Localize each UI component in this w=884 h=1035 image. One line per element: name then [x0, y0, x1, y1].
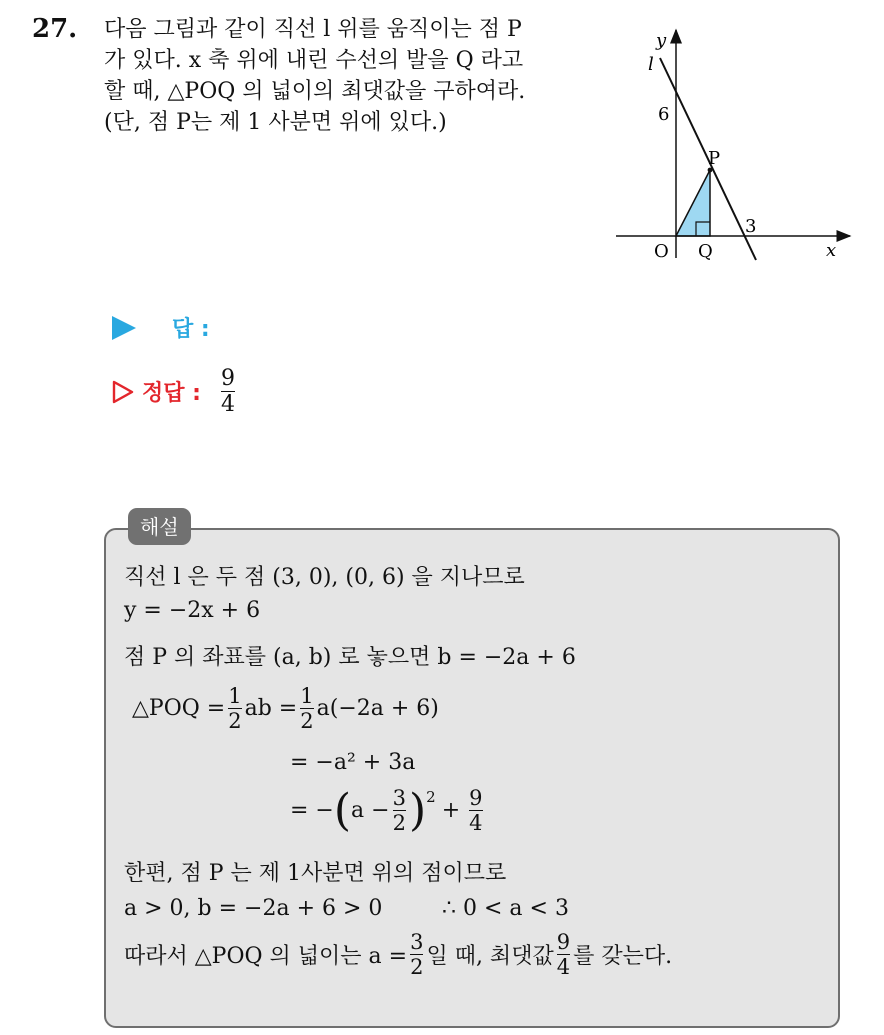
denominator: 2 — [228, 709, 242, 734]
correct-label: 정답 : — [142, 381, 201, 407]
correct-answer-row — [112, 366, 238, 418]
solution-tag: 해설 — [128, 508, 191, 545]
expr-text: a − — [351, 798, 390, 824]
solution-line-1: 직선 l 은 두 점 (3, 0), (0, 6) 을 지나므로 — [124, 565, 525, 590]
denominator: 2 — [392, 811, 406, 836]
numerator: 3 — [410, 930, 424, 954]
answer-label: 답 : — [172, 317, 210, 342]
expr-text: 따라서 △POQ 의 넓이는 a = — [124, 944, 408, 970]
triangle-poq — [676, 170, 710, 236]
expr-text: ab = — [244, 696, 298, 722]
numerator: 1 — [300, 684, 314, 708]
fraction — [557, 930, 570, 979]
play-outline-icon — [112, 380, 134, 404]
solution-line-8a: a > 0, b = −2a + 6 > 0 — [124, 896, 383, 921]
exponent: 2 — [426, 788, 436, 806]
answer-row — [112, 312, 210, 343]
fraction — [410, 930, 423, 979]
numerator: 9 — [556, 930, 571, 954]
question-line: 가 있다. x 축 위에 내린 수선의 발을 Q 라고 — [104, 48, 524, 73]
expr-text: 일 때, 최댓값 — [426, 944, 554, 970]
label-3: 3 — [745, 216, 757, 237]
question-line: 할 때, △POQ 의 넓이의 최댓값을 구하여라. — [104, 79, 526, 104]
solution-line-7: 한편, 점 P 는 제 1사분면 위의 점이므로 — [124, 861, 507, 886]
expr-text: 를 갖는다. — [573, 944, 673, 970]
numerator: 3 — [392, 786, 406, 810]
fraction — [228, 684, 241, 733]
right-paren: ) — [408, 784, 427, 836]
expr-text: a(−2a + 6) — [316, 696, 439, 722]
solution-line-9 — [124, 930, 672, 979]
numerator: 9 — [220, 366, 235, 391]
label-o: O — [654, 241, 669, 262]
denominator: 4 — [556, 955, 571, 980]
expr-text: + — [441, 798, 461, 824]
label-l: l — [648, 54, 654, 75]
solution-line-6 — [290, 786, 486, 835]
denominator: 2 — [410, 955, 424, 980]
fraction — [469, 786, 482, 835]
numerator: 9 — [469, 786, 483, 810]
label-y: y — [656, 30, 667, 51]
solution-line-5: = −a² + 3a — [290, 750, 416, 775]
label-x: x — [826, 240, 837, 261]
solution-line-8b: ∴ 0 < a < 3 — [442, 896, 569, 921]
label-p: P — [708, 148, 721, 169]
coordinate-figure — [612, 24, 862, 264]
solution-line-4 — [132, 684, 439, 733]
question-number: 27. — [32, 14, 78, 44]
solution-line-2: y = −2x + 6 — [124, 598, 261, 623]
fraction — [393, 786, 406, 835]
question-text — [104, 14, 594, 138]
question-line: 다음 그림과 같이 직선 l 위를 움직이는 점 P — [104, 17, 522, 42]
correct-fraction — [221, 366, 235, 418]
label-q: Q — [698, 241, 713, 262]
label-6: 6 — [658, 104, 670, 125]
denominator: 4 — [220, 392, 235, 418]
expr-text: = − — [290, 798, 334, 824]
numerator: 1 — [228, 684, 242, 708]
question-line: (단, 점 P는 제 1 사분면 위에 있다.) — [104, 110, 447, 135]
fraction — [300, 684, 313, 733]
play-icon — [112, 316, 136, 340]
denominator: 2 — [300, 709, 314, 734]
solution-line-3: 점 P 의 좌표를 (a, b) 로 놓으면 b = −2a + 6 — [124, 645, 576, 670]
expr-text: △POQ = — [132, 696, 226, 722]
denominator: 4 — [469, 811, 483, 836]
left-paren: ( — [333, 784, 352, 836]
